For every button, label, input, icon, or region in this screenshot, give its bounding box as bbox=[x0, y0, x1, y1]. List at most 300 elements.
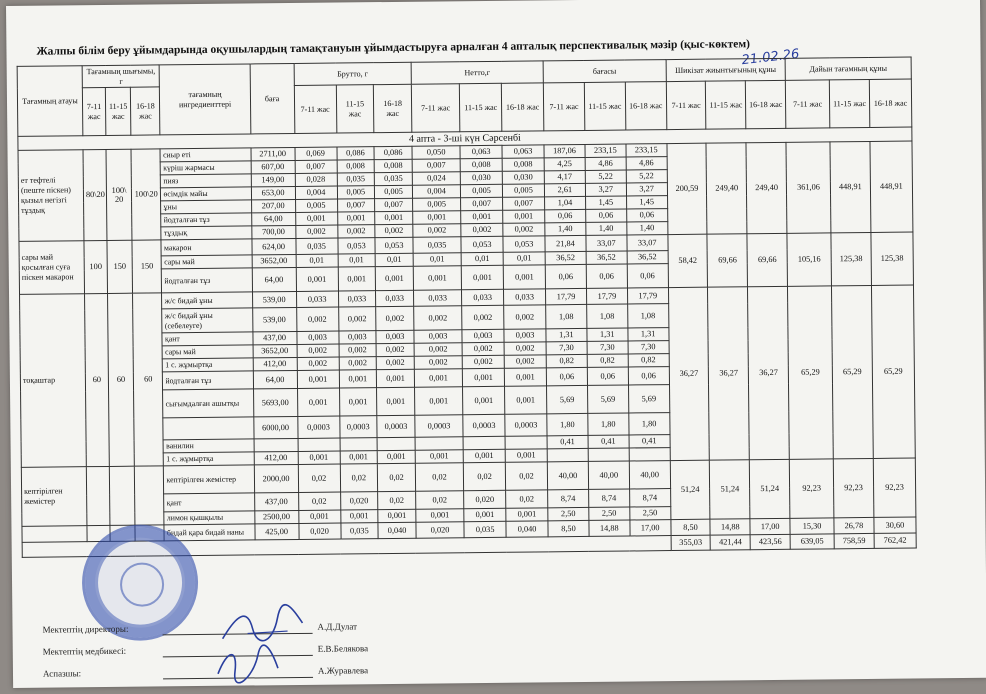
ready-cost-value: 30,60 bbox=[874, 517, 916, 533]
ingredient-value: 21,84 bbox=[545, 235, 586, 251]
ingredient-value: 1,08 bbox=[546, 304, 587, 328]
ingredient-value: 412,00 bbox=[254, 451, 298, 464]
raw-cost-value: 69,66 bbox=[707, 234, 747, 287]
ingredient-value: 7,30 bbox=[587, 341, 628, 354]
col-price: баға bbox=[250, 63, 295, 133]
age-header-netto-2: 16-18 жас bbox=[501, 83, 543, 131]
dish-yield bbox=[109, 466, 135, 525]
total-ready-value: 758,59 bbox=[834, 533, 874, 548]
ingredient-value: 0,004 bbox=[412, 185, 460, 199]
ingredient-value: 0,008 bbox=[374, 159, 412, 172]
ingredient-value: 0,06 bbox=[545, 264, 586, 288]
raw-cost-value: 200,59 bbox=[667, 143, 708, 234]
col-ready-cost: Дайын тағамның құны bbox=[785, 57, 911, 80]
col-cost: бағасы bbox=[543, 60, 666, 83]
raw-cost-value: 36,27 bbox=[748, 286, 790, 459]
age-header-yield-0: 7-11 жас bbox=[82, 87, 106, 135]
ingredient-value: 0,002 bbox=[413, 224, 461, 238]
ingredient-value: 3,27 bbox=[585, 183, 626, 196]
ingredient-value: 0,001 bbox=[414, 387, 462, 416]
ingredient-value: 0,001 bbox=[504, 368, 546, 386]
ingredient-value: 0,008 bbox=[460, 158, 502, 171]
ingredient-name: пияз bbox=[161, 174, 251, 188]
ingredient-name: 1 с. жұмыртқа bbox=[164, 452, 254, 466]
ingredient-value: 0,035 bbox=[374, 172, 412, 185]
ready-cost-value: 105,16 bbox=[787, 233, 832, 286]
ingredient-value: 425,00 bbox=[255, 523, 299, 539]
ingredient-value bbox=[629, 448, 670, 461]
ingredient-value: 0,41 bbox=[588, 435, 629, 448]
ingredient-value: 0,41 bbox=[629, 435, 670, 448]
ingredient-value: 0,001 bbox=[413, 266, 461, 291]
ingredient-value: 0,035 bbox=[464, 521, 506, 537]
ingredient-value: 0,002 bbox=[296, 307, 338, 331]
raw-cost-value: 249,40 bbox=[746, 142, 787, 233]
age-header-cost-0: 7-11 жас bbox=[543, 82, 584, 130]
ingredient-value: 539,00 bbox=[252, 291, 296, 307]
ingredient-value: 0,001 bbox=[462, 368, 504, 386]
ingredient-value bbox=[505, 436, 547, 449]
ingredient-value: 17,79 bbox=[546, 288, 587, 304]
signature-name-nurse: Е.В.Белякова bbox=[317, 643, 369, 654]
dish-yield: 80\20 bbox=[83, 149, 107, 240]
ingredient-name: йодталған тұз bbox=[162, 268, 252, 293]
ingredient-value: 0,002 bbox=[462, 305, 504, 329]
raw-cost-value: 249,40 bbox=[706, 143, 747, 234]
ingredient-value: 0,0003 bbox=[463, 414, 505, 436]
ingredient-value: 64,00 bbox=[252, 267, 296, 291]
col-raw-cost: Шикізат жиынтығының құны bbox=[666, 58, 786, 81]
ingredient-value: 0,004 bbox=[295, 186, 337, 199]
ingredient-value: 0,024 bbox=[412, 172, 460, 186]
ingredient-value: 0,007 bbox=[503, 197, 545, 210]
ingredient-value: 0,035 bbox=[296, 238, 338, 254]
ingredient-name: сары май bbox=[162, 255, 252, 269]
ingredient-value: 8,74 bbox=[548, 489, 589, 507]
ingredient-value: 3652,00 bbox=[253, 344, 297, 357]
dish-name: ет тефтелі (пеште піскен) қызыл негізгі тұздық bbox=[18, 150, 84, 242]
dish-yield: 150 bbox=[107, 240, 133, 293]
age-header-netto-0: 7-11 жас bbox=[411, 84, 460, 133]
ingredient-value: 0,005 bbox=[375, 185, 413, 198]
ingredient-value: 0,002 bbox=[462, 342, 504, 355]
ingredient-value: 0,053 bbox=[503, 236, 545, 252]
raw-cost-value: 8,50 bbox=[671, 519, 711, 535]
ingredient-value: 0,053 bbox=[337, 238, 375, 254]
ingredient-value: 0,035 bbox=[413, 237, 461, 254]
ready-cost-value: 65,29 bbox=[871, 285, 915, 458]
ingredient-value: 0,063 bbox=[460, 145, 502, 158]
ingredient-value: 2,50 bbox=[548, 507, 589, 520]
ingredient-value: 0,002 bbox=[297, 357, 339, 370]
signature-role-director: Мектептің директоры: bbox=[42, 623, 129, 635]
ingredient-value: 0,033 bbox=[462, 289, 504, 305]
ready-cost-value: 361,06 bbox=[786, 142, 831, 233]
ingredient-value: 0,007 bbox=[461, 197, 503, 210]
ingredient-value: 0,02 bbox=[505, 462, 547, 490]
age-header-cost-2: 16-18 жас bbox=[625, 82, 666, 130]
ingredient-value: 0,007 bbox=[337, 199, 375, 212]
col-ingredients: тағамның ингредиенттері bbox=[160, 64, 251, 135]
ingredient-value: 0,007 bbox=[375, 198, 413, 211]
ingredient-name: ванилин bbox=[164, 439, 254, 453]
ingredient-value: 0,069 bbox=[295, 147, 337, 160]
ingredient-value: 0,030 bbox=[460, 171, 502, 184]
ingredient-value: 437,00 bbox=[253, 331, 297, 344]
ingredient-value: 6000,00 bbox=[253, 416, 297, 438]
ingredient-value: 0,02 bbox=[340, 464, 378, 492]
ingredient-value: 2711,00 bbox=[251, 147, 295, 160]
table-body bbox=[18, 127, 916, 557]
ingredient-value: 0,001 bbox=[377, 369, 415, 387]
ingredient-value: 0,0003 bbox=[415, 415, 463, 438]
ingredient-value: 0,06 bbox=[626, 209, 667, 222]
ingredient-value: 0,002 bbox=[297, 344, 339, 357]
ingredient-value: 0,005 bbox=[295, 199, 337, 212]
ingredient-name: кептірілген жемістер bbox=[164, 465, 254, 494]
dish-yield: 60 bbox=[84, 293, 109, 466]
ingredient-value: 0,0003 bbox=[297, 416, 339, 438]
ingredient-name: ұны bbox=[161, 200, 251, 214]
ingredient-value: 3652,00 bbox=[252, 254, 296, 267]
ingredient-value: 0,001 bbox=[414, 369, 462, 388]
ingredient-value: 0,002 bbox=[503, 223, 545, 236]
signature-role-nurse: Мектептің медбикесі: bbox=[42, 645, 127, 657]
ingredient-value: 40,00 bbox=[547, 461, 588, 489]
ingredient-value: 1,31 bbox=[628, 328, 669, 341]
ingredient-value bbox=[377, 437, 415, 450]
ingredient-value: 0,002 bbox=[414, 306, 462, 331]
ingredient-value: 0,82 bbox=[587, 354, 628, 367]
ingredient-value: 0,002 bbox=[504, 342, 546, 355]
ingredient-name: тұздық bbox=[161, 226, 251, 240]
raw-cost-value: 36,27 bbox=[668, 287, 710, 460]
ingredient-value: 0,06 bbox=[628, 367, 669, 385]
ready-cost-value: 92,23 bbox=[789, 459, 834, 518]
dish-name: кептірілген жемістер bbox=[21, 467, 87, 527]
ingredient-value: 0,020 bbox=[340, 492, 378, 510]
ingredient-name: йодталған тұз bbox=[161, 213, 251, 227]
raw-cost-value: 17,00 bbox=[750, 518, 790, 534]
ingredient-value: 0,086 bbox=[336, 147, 374, 160]
age-header-raw-1: 11-15 жас bbox=[706, 81, 746, 129]
ingredient-value: 0,033 bbox=[504, 289, 546, 305]
ready-cost-value: 65,29 bbox=[832, 285, 874, 458]
ingredient-value: 1,31 bbox=[587, 328, 628, 341]
ingredient-value: 0,001 bbox=[463, 386, 505, 414]
ingredient-value: 1,40 bbox=[627, 222, 668, 235]
ingredient-value: 2,50 bbox=[589, 507, 630, 520]
ingredient-value: 0,002 bbox=[376, 343, 414, 356]
ingredient-value: 36,52 bbox=[627, 251, 668, 264]
ingredient-value: 0,02 bbox=[506, 490, 548, 508]
ingredient-value: 0,001 bbox=[377, 450, 415, 463]
ingredient-value: 3,27 bbox=[626, 183, 667, 196]
ingredient-value: 607,00 bbox=[251, 160, 295, 173]
ingredient-value: 0,007 bbox=[412, 159, 460, 173]
ingredient-value: 233,15 bbox=[626, 144, 667, 157]
ingredient-value: 14,88 bbox=[589, 520, 630, 536]
age-header-cost-1: 11-15 жас bbox=[584, 82, 625, 130]
ingredient-value: 36,52 bbox=[586, 251, 627, 264]
ingredient-value: 64,00 bbox=[251, 212, 295, 225]
ingredient-value: 0,001 bbox=[298, 510, 340, 523]
ingredient-value: 437,00 bbox=[254, 492, 298, 510]
ingredient-value: 0,001 bbox=[416, 509, 464, 523]
total-ready-value: 762,42 bbox=[874, 533, 916, 548]
ingredient-value: 0,002 bbox=[414, 343, 462, 357]
age-header-brutto-1: 11-15 жас bbox=[336, 85, 374, 133]
ingredient-value: 0,035 bbox=[340, 523, 378, 539]
ingredient-value: 0,001 bbox=[298, 451, 340, 464]
ingredient-value: 0,005 bbox=[502, 184, 544, 197]
ready-cost-value: 125,38 bbox=[831, 232, 871, 285]
total-ready-value: 639,05 bbox=[790, 534, 834, 549]
ingredient-name: бидай қара бидай наны bbox=[164, 524, 254, 541]
ready-cost-value: 15,30 bbox=[790, 518, 834, 534]
ingredient-value: 0,002 bbox=[461, 223, 503, 236]
ready-cost-value: 448,91 bbox=[870, 141, 913, 232]
ingredient-value: 0,005 bbox=[413, 198, 461, 212]
ingredient-value: 0,001 bbox=[338, 267, 376, 291]
ingredient-value: 5693,00 bbox=[253, 388, 297, 416]
ingredient-value bbox=[415, 437, 463, 451]
menu-table bbox=[17, 57, 917, 558]
ingredient-value: 0,01 bbox=[296, 254, 338, 267]
ingredient-value: 0,01 bbox=[503, 252, 545, 265]
ready-cost-value: 92,23 bbox=[873, 458, 916, 517]
ingredient-value: 5,22 bbox=[626, 170, 667, 183]
ingredient-value: 8,50 bbox=[548, 520, 589, 536]
total-raw-value: 423,56 bbox=[750, 534, 790, 549]
ingredient-value: 1,80 bbox=[588, 413, 629, 435]
ready-cost-value: 448,91 bbox=[830, 141, 871, 232]
ingredient-value: 0,003 bbox=[297, 331, 339, 344]
ingredient-value: 17,00 bbox=[630, 520, 671, 536]
ingredient-value: 0,003 bbox=[376, 330, 414, 343]
ingredient-value: 0,002 bbox=[337, 225, 375, 238]
ingredient-value: 8,74 bbox=[588, 489, 629, 507]
ingredient-value: 7,30 bbox=[628, 341, 669, 354]
ingredient-value: 36,52 bbox=[545, 251, 586, 264]
ingredient-value: 0,001 bbox=[340, 451, 378, 464]
signature-name-cook: А.Журавлева bbox=[317, 665, 369, 676]
ingredient-value: 0,001 bbox=[375, 266, 413, 290]
ingredient-value: 0,001 bbox=[503, 210, 545, 223]
ingredient-value: 0,002 bbox=[295, 225, 337, 238]
ingredient-value: 0,06 bbox=[587, 367, 628, 385]
menu-sheet bbox=[6, 0, 986, 688]
ingredient-value: 0,001 bbox=[461, 265, 503, 289]
ingredient-value bbox=[588, 448, 629, 461]
ingredient-value: 0,82 bbox=[628, 354, 669, 367]
ingredient-value: 0,001 bbox=[413, 211, 461, 225]
ingredient-value: 0,001 bbox=[415, 450, 463, 464]
ingredient-value: 0,001 bbox=[339, 388, 377, 416]
ingredient-value: 0,02 bbox=[378, 491, 416, 509]
ingredient-name bbox=[163, 417, 253, 440]
age-header-raw-0: 7-11 жас bbox=[666, 81, 706, 129]
ingredient-value: 1,08 bbox=[587, 304, 628, 328]
raw-cost-value: 69,66 bbox=[747, 233, 787, 286]
ingredient-value: 0,002 bbox=[414, 356, 462, 370]
age-header-ready-1: 11-15 жас bbox=[829, 79, 869, 127]
ingredient-value: 0,002 bbox=[376, 306, 414, 330]
age-header-ready-0: 7-11 жас bbox=[785, 80, 830, 128]
ingredient-value: 5,69 bbox=[628, 385, 669, 413]
ingredient-value: 0,001 bbox=[297, 388, 339, 416]
ingredient-value: 33,07 bbox=[627, 235, 668, 251]
ingredient-value: 0,06 bbox=[545, 209, 586, 222]
day-label: 4 апта - 3-ші күн Сәрсенбі bbox=[18, 127, 912, 150]
ingredient-value: 0,002 bbox=[339, 344, 377, 357]
ingredient-value: 1,31 bbox=[546, 328, 587, 341]
ingredient-value: 1,40 bbox=[545, 222, 586, 235]
ingredient-value: 653,00 bbox=[251, 186, 295, 199]
age-header-yield-1: 11-15 жас bbox=[105, 87, 131, 135]
ingredient-value: 0,001 bbox=[296, 267, 338, 291]
ingredient-value: 0,001 bbox=[339, 370, 377, 388]
raw-cost-value: 51,24 bbox=[750, 459, 790, 518]
ingredient-value: 0,007 bbox=[295, 160, 337, 173]
raw-cost-value: 58,42 bbox=[668, 234, 708, 287]
ingredient-value: 17,79 bbox=[586, 288, 627, 304]
ingredient-value: 64,00 bbox=[253, 370, 297, 388]
handwritten-date: 21.02.26 bbox=[740, 46, 801, 69]
ingredient-value: 0,06 bbox=[586, 209, 627, 222]
ingredient-value: 0,001 bbox=[295, 212, 337, 225]
ingredient-value: 0,06 bbox=[586, 264, 627, 288]
ingredient-value: 0,086 bbox=[374, 146, 412, 159]
ingredient-value: 0,01 bbox=[461, 252, 503, 265]
ingredient-value: 412,00 bbox=[253, 357, 297, 370]
ingredient-value: 0,001 bbox=[463, 449, 505, 462]
ingredient-value: 0,003 bbox=[504, 329, 546, 342]
ingredient-value: 0,001 bbox=[378, 509, 416, 522]
dish-yield: 100\20 bbox=[131, 149, 161, 240]
ingredient-value: 0,002 bbox=[462, 355, 504, 368]
total-raw-value: 355,03 bbox=[671, 535, 711, 550]
ingredient-value: 0,033 bbox=[413, 290, 461, 307]
ingredient-value: 149,00 bbox=[251, 173, 295, 186]
ingredient-value: 0,002 bbox=[375, 224, 413, 237]
ingredient-value: 1,04 bbox=[545, 196, 586, 209]
ingredient-value: 0,033 bbox=[338, 291, 376, 307]
ingredient-value: 0,001 bbox=[375, 211, 413, 224]
ingredient-value: 5,69 bbox=[587, 385, 628, 413]
table-header bbox=[17, 57, 912, 136]
ready-cost-value: 92,23 bbox=[833, 458, 873, 517]
ingredient-name: сығымдалған ашытқы bbox=[163, 389, 253, 418]
ingredient-value: 40,00 bbox=[629, 461, 670, 489]
ingredient-value: 0,002 bbox=[338, 307, 376, 331]
col-dish-name: Тағамның атауы bbox=[17, 66, 83, 137]
ingredient-value: 0,002 bbox=[504, 305, 546, 329]
ingredient-value: 0,033 bbox=[376, 290, 414, 306]
raw-cost-value: 51,24 bbox=[710, 460, 750, 519]
ingredient-value: 187,06 bbox=[544, 144, 585, 157]
signature-name-director: А.Д.Дулат bbox=[317, 621, 358, 632]
ingredient-name: күріш жармасы bbox=[161, 161, 251, 175]
ingredient-value: 0,01 bbox=[413, 253, 461, 267]
ingredient-value: 0,02 bbox=[378, 463, 416, 491]
age-header-brutto-2: 16-18 жас bbox=[374, 84, 412, 132]
ingredient-value: 0,82 bbox=[546, 354, 587, 367]
ingredient-value: 0,053 bbox=[461, 236, 503, 252]
dish-yield: 60 bbox=[108, 293, 135, 466]
ingredient-value: 40,00 bbox=[588, 461, 629, 489]
ingredient-value: 1,08 bbox=[627, 304, 668, 328]
ingredient-value bbox=[254, 438, 298, 451]
ingredient-value: 0,001 bbox=[505, 386, 547, 414]
ingredient-value bbox=[463, 436, 505, 449]
ingredient-value: 0,02 bbox=[416, 491, 464, 510]
ingredient-value: 1,80 bbox=[629, 413, 670, 435]
ingredient-value: 5,22 bbox=[585, 170, 626, 183]
ingredient-name: сары май bbox=[163, 345, 253, 359]
signature-role-cook: Аспазшы: bbox=[42, 668, 82, 679]
ingredient-value: 0,001 bbox=[505, 449, 547, 462]
ingredient-value: 1,45 bbox=[626, 196, 667, 209]
ingredient-value: 7,30 bbox=[546, 341, 587, 354]
raw-cost-value: 36,27 bbox=[708, 287, 750, 460]
ingredient-value: 0,001 bbox=[340, 510, 378, 523]
ingredient-value: 0,035 bbox=[337, 173, 375, 186]
total-raw-value: 421,44 bbox=[711, 535, 751, 550]
ingredient-value: 624,00 bbox=[252, 238, 296, 254]
ingredient-value: 8,74 bbox=[629, 489, 670, 507]
ingredient-value: 0,41 bbox=[547, 435, 588, 448]
ingredient-value: 0,001 bbox=[377, 387, 415, 415]
ingredient-value: 0,001 bbox=[503, 265, 545, 289]
dish-name bbox=[22, 526, 87, 543]
ingredient-value: 539,00 bbox=[252, 307, 296, 331]
ingredient-value: 0,01 bbox=[375, 253, 413, 266]
col-yield: Тағамның шығымы, г bbox=[82, 65, 160, 88]
ingredient-name: ж/с бидай ұны (себелеуге) bbox=[162, 308, 252, 333]
ingredient-value: 0,001 bbox=[337, 212, 375, 225]
age-header-brutto-0: 7-11 жас bbox=[294, 85, 336, 133]
ingredient-value: 0,063 bbox=[502, 145, 544, 158]
ingredient-name: макарон bbox=[161, 239, 251, 256]
ingredient-value bbox=[298, 438, 340, 451]
ingredient-value: 0,02 bbox=[298, 492, 340, 510]
ready-cost-value: 65,29 bbox=[788, 286, 834, 459]
ingredient-value: 0,003 bbox=[462, 329, 504, 342]
dish-yield bbox=[86, 466, 110, 525]
ingredient-name: өсімдік майы bbox=[161, 187, 251, 201]
ingredient-value: 0,008 bbox=[502, 158, 544, 171]
ingredient-name: қант bbox=[162, 332, 252, 346]
ingredient-value: 1,80 bbox=[547, 413, 588, 435]
ingredient-value: 0,020 bbox=[464, 490, 506, 508]
dish-yield bbox=[134, 466, 164, 525]
ingredient-name: 1 с. жұмыртқа bbox=[163, 358, 253, 372]
ingredient-value: 5,69 bbox=[547, 385, 588, 413]
ingredient-value: 0,0003 bbox=[505, 414, 547, 436]
ready-cost-value: 26,78 bbox=[834, 517, 874, 533]
ingredient-value: 2,50 bbox=[630, 507, 671, 520]
ingredient-value: 1,45 bbox=[585, 196, 626, 209]
dish-yield: 100 bbox=[84, 240, 108, 293]
signature-scribble bbox=[217, 603, 307, 649]
ingredient-value: 0,002 bbox=[339, 357, 377, 370]
ingredient-value: 0,008 bbox=[337, 160, 375, 173]
ingredient-value: 0,020 bbox=[299, 523, 341, 539]
signature-scribble bbox=[213, 643, 283, 684]
ingredient-value: 33,07 bbox=[586, 235, 627, 251]
ingredient-name: ж/с бидай ұны bbox=[162, 292, 252, 309]
